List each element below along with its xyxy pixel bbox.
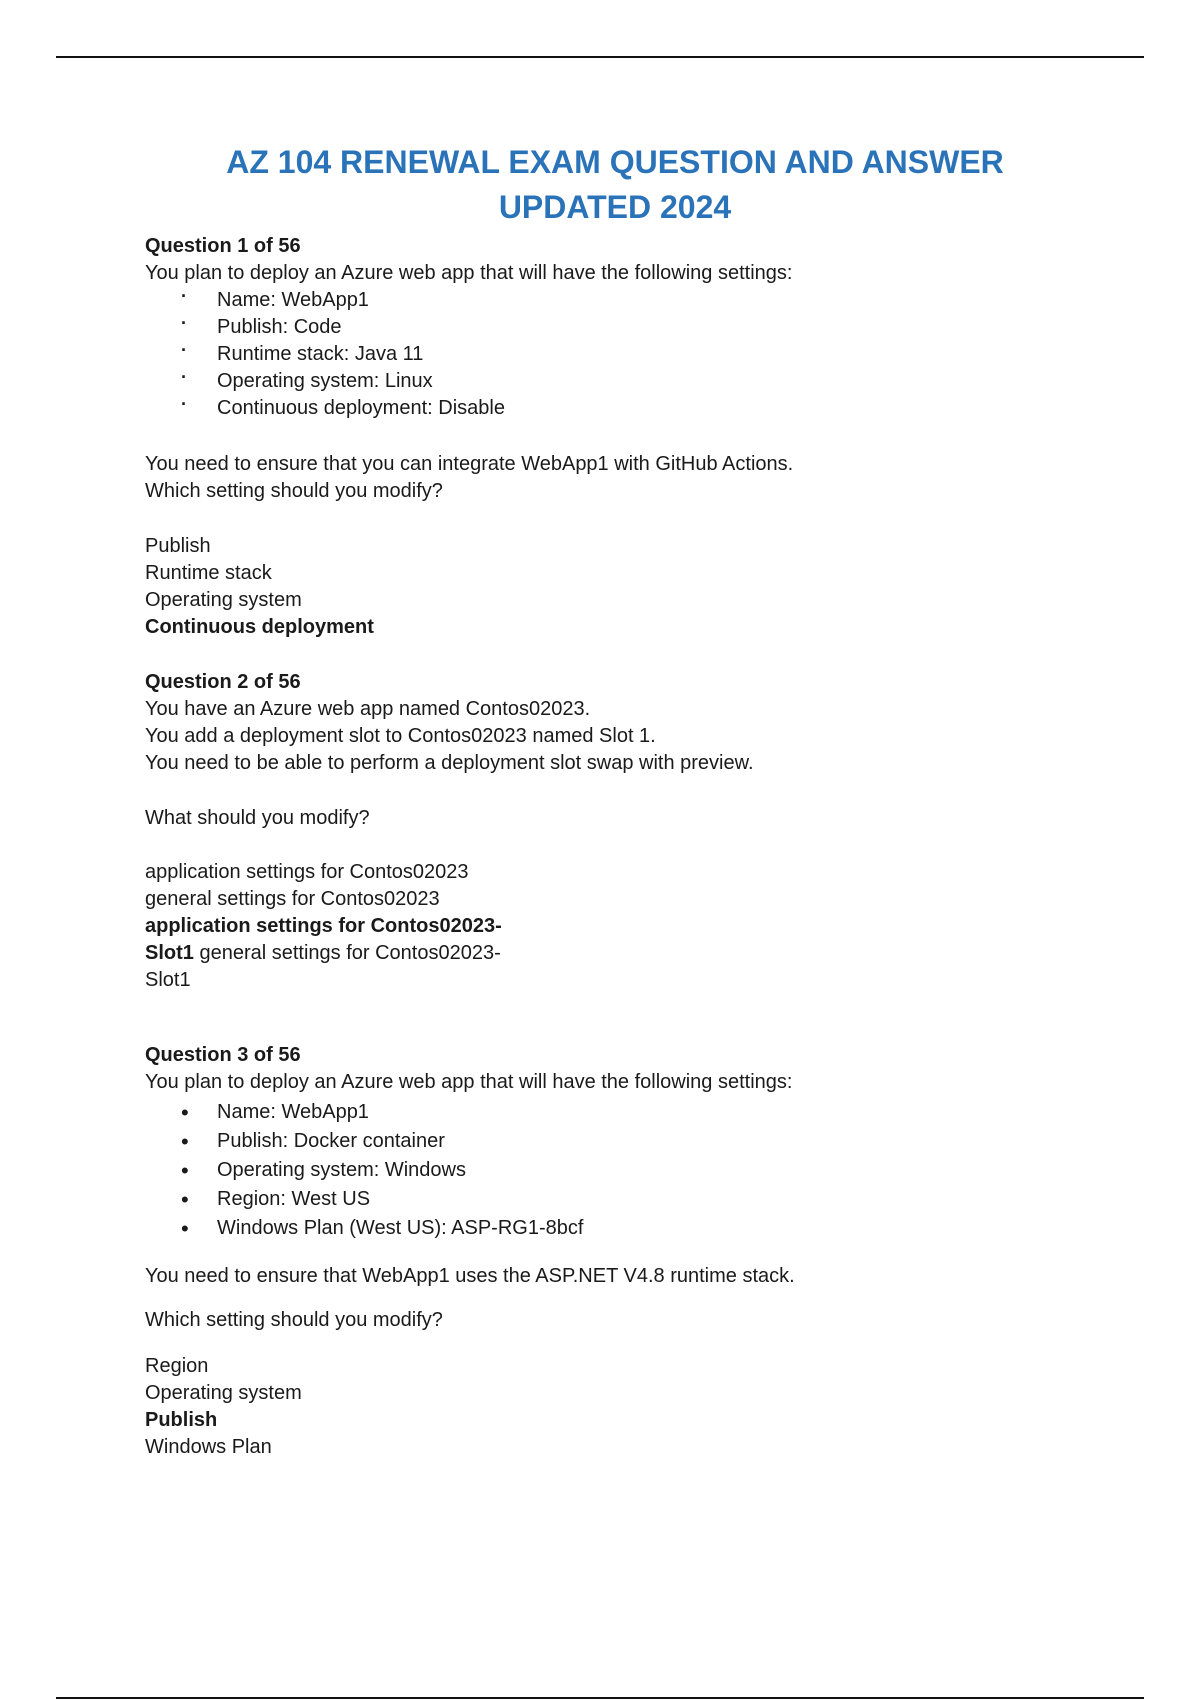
question-2-answer: application settings for Contos02023- (145, 915, 502, 937)
list-item: · Publish: Code (145, 314, 1045, 341)
question-1-options (145, 533, 1045, 641)
question-3-answer: Publish (145, 1409, 218, 1431)
question-3-requirement: You need to ensure that WebApp1 uses the ASP.NET V4.8 runtime stack. (145, 1265, 795, 1287)
bottom-rule (56, 1697, 1144, 1699)
question-1 (145, 233, 1045, 422)
question-3-option: Operating system (145, 1382, 302, 1404)
question-1-heading: Question 1 of 56 (145, 235, 301, 257)
question-2-heading: Question 2 of 56 (145, 671, 301, 693)
question-1-option: Operating system (145, 589, 302, 611)
question-2-line: You add a deployment slot to Contos02023 named Slot 1. (145, 725, 656, 747)
question-3-intro: You plan to deploy an Azure web app that will have the following settings: (145, 1071, 793, 1093)
question-2-prompt-block (145, 805, 1045, 832)
document-title: AZ 104 RENEWAL EXAM QUESTION AND ANSWER UPDATED 2024 (226, 144, 1004, 225)
question-3-requirement-block (145, 1263, 1045, 1290)
question-2-options (145, 859, 1045, 994)
question-1-body (145, 451, 1045, 505)
list-item: · Continuous deployment: Disable (145, 395, 1045, 422)
question-3-option: Windows Plan (145, 1436, 272, 1458)
question-3-option: Region (145, 1355, 209, 1377)
list-item: · Name: WebApp1 (145, 287, 1045, 314)
question-1-prompt: Which setting should you modify? (145, 480, 443, 502)
question-3-options (145, 1353, 1045, 1461)
list-item: • Operating system: Windows (145, 1156, 1045, 1185)
question-2-option: general settings for Contos02023 (145, 888, 440, 910)
list-item: • Publish: Docker container (145, 1127, 1045, 1156)
top-rule (56, 56, 1144, 58)
question-2-option-cont: Slot1 (145, 969, 191, 991)
list-item: · Runtime stack: Java 11 (145, 341, 1045, 368)
question-2-line: You have an Azure web app named Contos02023. (145, 698, 591, 720)
question-1-requirement: You need to ensure that you can integrate WebApp1 with GitHub Actions. (145, 453, 794, 475)
question-3-prompt: Which setting should you modify? (145, 1309, 443, 1331)
question-3-settings-list (145, 1098, 1045, 1243)
question-2-answer-cont: Slot1 (145, 942, 194, 964)
question-2-option: general settings for Contos02023- (193, 942, 501, 964)
question-1-answer: Continuous deployment (145, 616, 374, 638)
question-1-option: Runtime stack (145, 562, 272, 584)
list-item: • Name: WebApp1 (145, 1098, 1045, 1127)
question-2-option: application settings for Contos02023 (145, 861, 469, 883)
question-1-settings-list (145, 287, 1045, 422)
question-3-heading: Question 3 of 56 (145, 1044, 301, 1066)
question-1-intro: You plan to deploy an Azure web app that will have the following settings: (145, 262, 793, 284)
list-item: • Windows Plan (West US): ASP-RG1-8bcf (145, 1214, 1045, 1243)
question-2-line: You need to be able to perform a deployment slot swap with preview. (145, 752, 754, 774)
question-3 (145, 1042, 1045, 1243)
list-item: · Operating system: Linux (145, 368, 1045, 395)
question-2 (145, 669, 1045, 777)
list-item: • Region: West US (145, 1185, 1045, 1214)
question-2-prompt: What should you modify? (145, 807, 370, 829)
question-3-prompt-block (145, 1307, 1045, 1334)
question-1-option: Publish (145, 535, 211, 557)
question-2-option-line (145, 940, 1045, 967)
